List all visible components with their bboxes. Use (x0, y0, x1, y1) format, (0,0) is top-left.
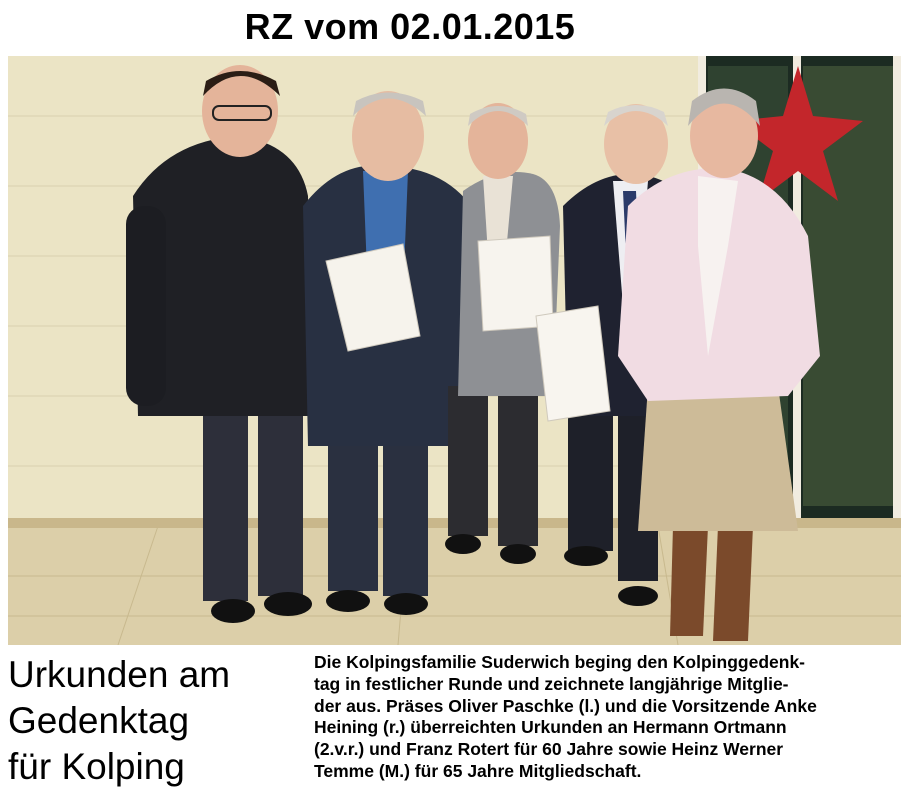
headline-line: Gedenktag (8, 700, 190, 741)
caption-line: Heining (r.) überreichten Urkunden an Hermann Ortmann (314, 717, 787, 738)
caption-line: tag in festlicher Runde und zeichnete langjährige Mitglie- (314, 673, 789, 694)
caption-line: Die Kolpingsfamilie Suderwich beging den Kolpinggedenk- (314, 652, 806, 672)
headline-line: Urkunden am (8, 654, 231, 695)
article-headline (8, 652, 298, 790)
newspaper-date-header: RZ vom 02.01.2015 (244, 6, 576, 47)
caption-line: Temme (M.) für 65 Jahre Mitgliedschaft. (314, 760, 642, 781)
headline-line: für Kolping (8, 746, 185, 787)
caption-line: der aus. Präses Oliver Paschke (l.) und die Vorsitzende Anke (314, 695, 817, 716)
photo-illustration (8, 56, 901, 645)
article-caption (314, 652, 902, 783)
caption-line: (2.v.r.) und Franz Rotert für 60 Jahre sowie Heinz Werner (314, 739, 784, 760)
group-photo (8, 56, 901, 645)
certificate-3 (536, 306, 610, 421)
